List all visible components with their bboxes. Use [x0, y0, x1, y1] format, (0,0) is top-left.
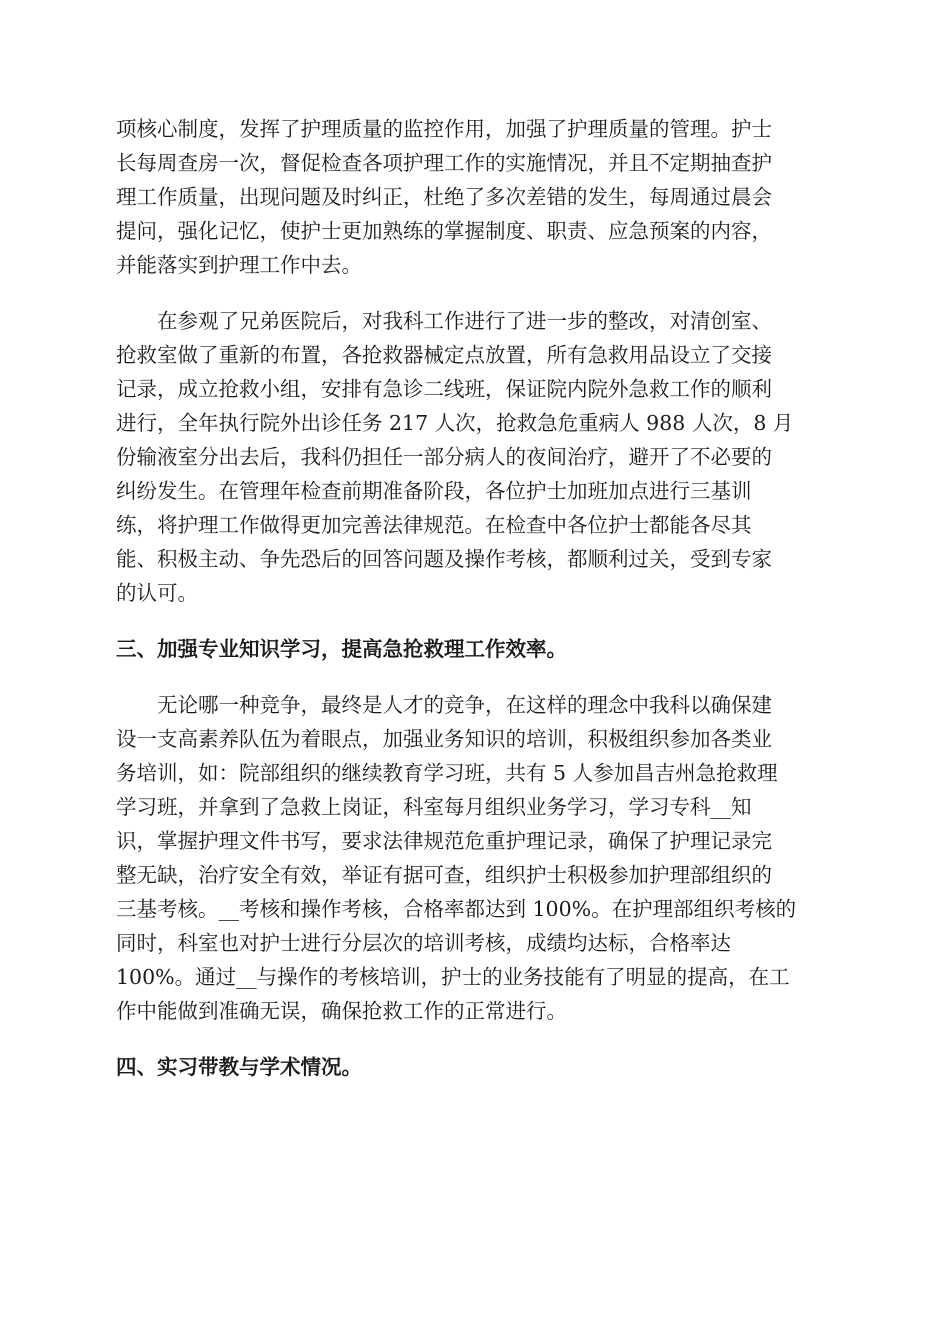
- text-line: 能、积极主动、争先恐后的回答问题及操作考核，都顺利过关，受到专家: [116, 547, 772, 571]
- text-line: 无论哪一种竞争，最终是人才的竞争，在这样的理念中我科以确保建: [116, 693, 772, 717]
- text-line: 作中能做到准确无误，确保抢救工作的正常进行。: [116, 999, 567, 1023]
- text-line: 抢救室做了重新的布置，各抢救器械定点放置，所有急救用品设立了交接: [116, 343, 772, 367]
- text-line: 提问，强化记忆，使护士更加熟练的掌握制度、职责、应急预案的内容，: [116, 219, 772, 243]
- text-line: 识，掌握护理文件书写，要求法律规范危重护理记录，确保了护理记录完: [116, 829, 772, 853]
- text-line: 设一支高素养队伍为着眼点，加强业务知识的培训，积极组织参加各类业: [116, 727, 772, 751]
- text-line: 进行，全年执行院外出诊任务 217 人次，抢救急危重病人 988 人次，8 月: [116, 411, 794, 435]
- text-line: 同时，科室也对护士进行分层次的培训考核，成绩均达标，合格率达: [116, 931, 731, 955]
- text-line: 理工作质量，出现问题及时纠正，杜绝了多次差错的发生，每周通过晨会: [116, 185, 772, 209]
- text-line: 纠纷发生。在管理年检查前期准备阶段，各位护士加班加点进行三基训: [116, 479, 752, 503]
- text-line: 整无缺，治疗安全有效，举证有据可查，组织护士积极参加护理部组织的: [116, 863, 772, 887]
- text-line: 在参观了兄弟医院后，对我科工作进行了进一步的整改，对清创室、: [116, 309, 772, 333]
- paragraph-nursing-quality: [116, 112, 836, 282]
- section-heading-3: 三、加强专业知识学习，提高急抢救理工作效率。: [116, 637, 567, 661]
- text-line: 的认可。: [116, 581, 198, 605]
- section-heading-4: 四、实习带教与学术情况。: [116, 1055, 362, 1079]
- paragraph-training: [116, 688, 836, 1028]
- text-line: 学习班，并拿到了急救上岗证，科室每月组织业务学习，学习专科__知: [116, 795, 752, 819]
- text-line: 练，将护理工作做得更加完善法律规范。在检查中各位护士都能各尽其: [116, 513, 752, 537]
- text-line: 三基考核。__考核和操作考核，合格率都达到 100%。在护理部组织考核的: [116, 897, 797, 921]
- text-line: 份输液室分出去后，我科仍担任一部分病人的夜间治疗，避开了不必要的: [116, 445, 772, 469]
- text-line: 项核心制度，发挥了护理质量的监控作用，加强了护理质量的管理。护士: [116, 117, 772, 141]
- paragraph-rectification: [116, 304, 836, 610]
- text-line: 长每周查房一次，督促检查各项护理工作的实施情况，并且不定期抽查护: [116, 151, 772, 175]
- text-line: 并能落实到护理工作中去。: [116, 253, 362, 277]
- document-body: [116, 112, 836, 1106]
- text-line: 记录，成立抢救小组，安排有急诊二线班，保证院内院外急救工作的顺利: [116, 377, 772, 401]
- text-line: 100%。通过__与操作的考核培训，护士的业务技能有了明显的提高，在工: [116, 965, 790, 989]
- text-line: 务培训，如：院部组织的继续教育学习班，共有 5 人参加昌吉州急抢救理: [116, 761, 778, 785]
